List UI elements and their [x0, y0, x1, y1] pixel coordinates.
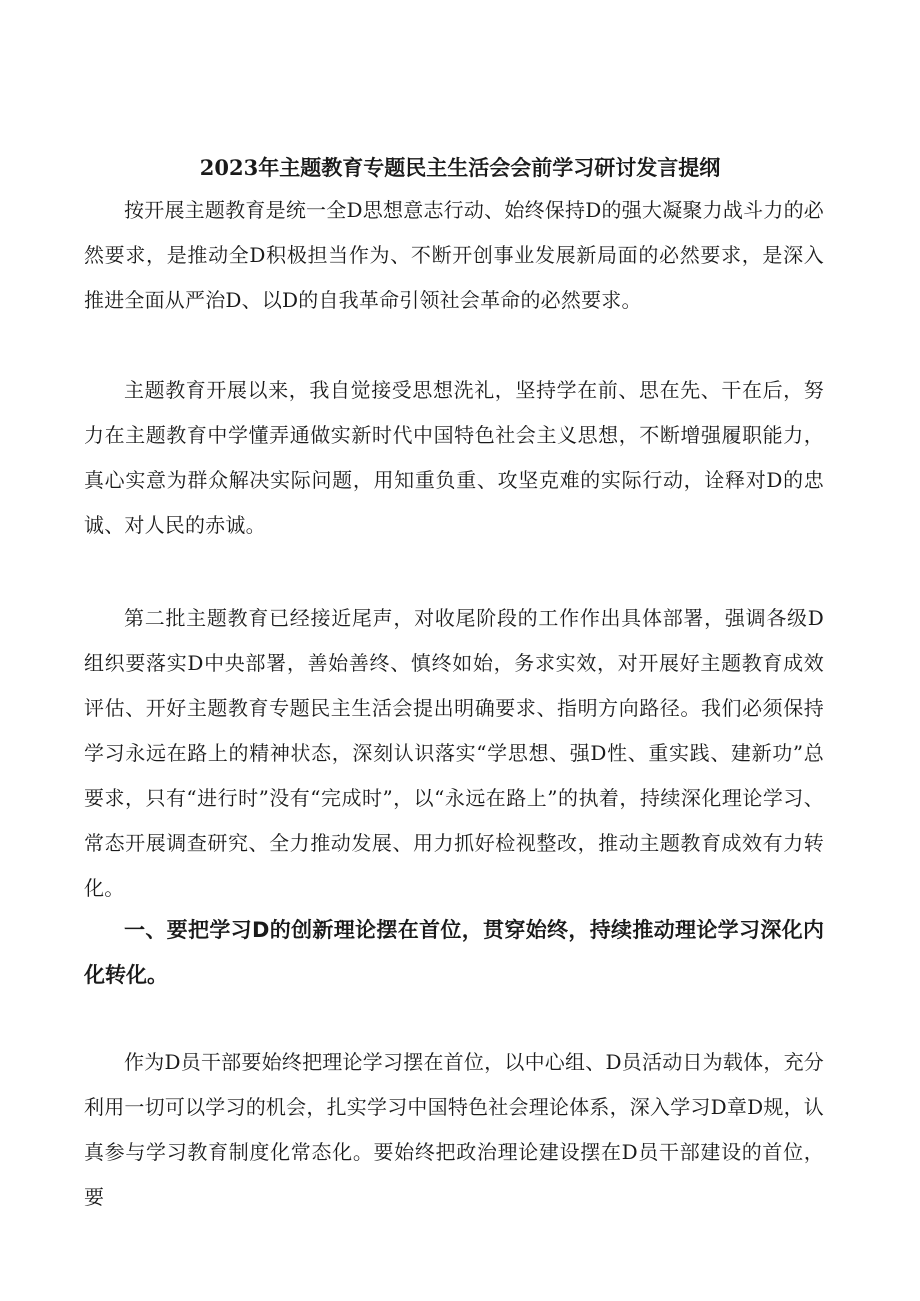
paragraph-intro: 按开展主题教育是统一全D思想意志行动、始终保持D的强大凝聚力战斗力的必然要求，是推动全D积极担当作为、不断开创事业发展新局面的必然要求，是深入推进全面从严治D、以D的自我革命引领社会革命的必然要求。 [84, 198, 824, 312]
paragraph-section-1: 作为D员干部要始终把理论学习摆在首位，以中心组、D员活动日为载体，充分利用一切可以学习的机会，扎实学习中国特色社会理论体系，深入学习D章D规，认真参与学习教育制度化常态化。要始终把政治理论建设摆在D员干部建设的首位，要 [84, 1050, 824, 1209]
section-heading-1: 一、要把学习D的创新理论摆在首位，贯穿始终，持续推动理论学习深化内化转化。 [84, 918, 824, 987]
paragraph-second-batch: 第二批主题教育已经接近尾声，对收尾阶段的工作作出具体部署，强调各级D组织要落实D中央部署，善始善终、慎终如始，务求实效，对开展好主题教育成效评估、开好主题教育专题民主生活会提出明确要求、指明方向路径。我们必须保持学习永远在路上的精神状态，深刻认识落实“学思想、强D性、重实践、建新功”总要求，只有“进行时”没有“完成时”，以“永远在路上”的执着，持续深化理论学习、常态开展调查研究、全力推动发展、用力抓好检视整改，推动主题教育成效有力转化。 [84, 606, 824, 900]
document-title: 2023年主题教育专题民主生活会会前学习研讨发言提纲 [199, 155, 721, 180]
paragraph-progress: 主题教育开展以来，我自觉接受思想洗礼，坚持学在前、思在先、干在后，努力在主题教育中学懂弄通做实新时代中国特色社会主义思想，不断增强履职能力，真心实意为群众解决实际问题，用知重负重、攻坚克难的实际行动，诠释对D的忠诚、对人民的赤诚。 [84, 378, 824, 537]
